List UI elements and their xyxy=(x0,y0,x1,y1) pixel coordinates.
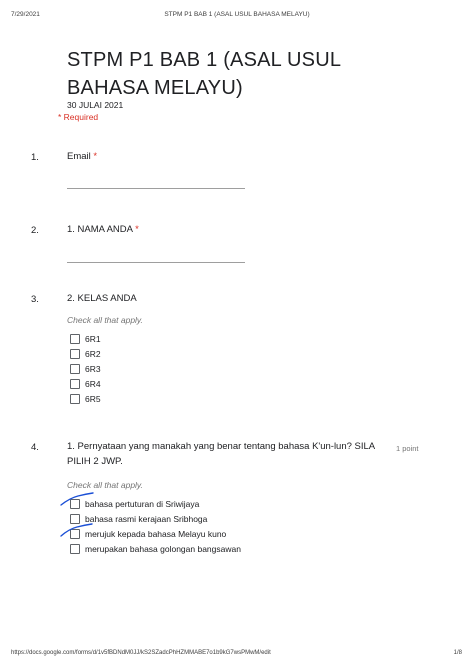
question-number: 2. xyxy=(31,225,39,236)
option-label: merujuk kepada bahasa Melayu kuno xyxy=(85,528,227,539)
pen-check-mark-icon xyxy=(58,520,96,540)
checkbox[interactable] xyxy=(70,544,80,554)
form-title: STPM P1 BAB 1 (ASAL USUL BAHASA MELAYU) xyxy=(67,49,341,99)
checkbox[interactable] xyxy=(70,349,80,359)
required-note: * Required xyxy=(58,112,99,122)
print-doc-title: STPM P1 BAB 1 (ASAL USUL BAHASA MELAYU) xyxy=(164,11,310,18)
print-url[interactable]: https://docs.google.com/forms/d/1v5fBDNdM0JJ/kS2SZadcPhHZMMABE7o1b9kG7wsPMwM/edit xyxy=(11,650,271,656)
checkbox[interactable] xyxy=(70,394,80,404)
pen-check-mark-icon xyxy=(58,490,96,510)
checkbox[interactable] xyxy=(70,379,80,389)
email-field[interactable] xyxy=(67,188,245,189)
option-6r1[interactable] xyxy=(70,331,101,346)
question-number: 3. xyxy=(31,294,39,305)
question-text: 1. NAMA ANDA xyxy=(67,224,133,235)
option-label: 6R4 xyxy=(85,378,101,389)
question-text: 1. Pernyataan yang manakah yang benar tentang bahasa K'un-lun? SILA PILIH 2 JWP. xyxy=(67,441,375,467)
option-sriwijaya[interactable] xyxy=(70,496,241,511)
points-label: 1 point xyxy=(396,444,419,453)
option-6r3[interactable] xyxy=(70,361,101,376)
required-star: * xyxy=(135,224,139,235)
question-text: Email xyxy=(67,151,91,162)
page-number: 1/8 xyxy=(453,650,462,656)
option-label: 6R5 xyxy=(85,393,101,404)
option-bangsawan[interactable] xyxy=(70,541,241,556)
kunlun-options xyxy=(70,496,241,556)
option-6r5[interactable] xyxy=(70,391,101,406)
checkbox[interactable] xyxy=(70,364,80,374)
question-number: 4. xyxy=(31,442,39,453)
option-label: 6R1 xyxy=(85,333,101,344)
check-all-hint: Check all that apply. xyxy=(67,315,143,325)
check-all-hint: Check all that apply. xyxy=(67,480,143,490)
required-star: * xyxy=(93,151,98,162)
question-email-label xyxy=(67,149,97,164)
option-melayu-kuno[interactable] xyxy=(70,526,241,541)
option-label: 6R2 xyxy=(85,348,101,359)
option-label: bahasa pertuturan di Sriwijaya xyxy=(85,498,200,509)
option-6r4[interactable] xyxy=(70,376,101,391)
question-name-label xyxy=(67,222,139,237)
option-label: bahasa rasmi kerajaan Sribhoga xyxy=(85,513,208,524)
checkbox[interactable] xyxy=(70,334,80,344)
option-6r2[interactable] xyxy=(70,346,101,361)
form-description: 30 JULAI 2021 xyxy=(67,100,124,110)
class-options xyxy=(70,331,101,406)
name-field[interactable] xyxy=(67,262,245,263)
option-label: 6R3 xyxy=(85,363,101,374)
question-text: 2. KELAS ANDA xyxy=(67,293,137,304)
option-label: merupakan bahasa golongan bangsawan xyxy=(85,543,241,554)
question-number: 1. xyxy=(31,152,39,163)
print-date: 7/29/2021 xyxy=(11,11,40,18)
